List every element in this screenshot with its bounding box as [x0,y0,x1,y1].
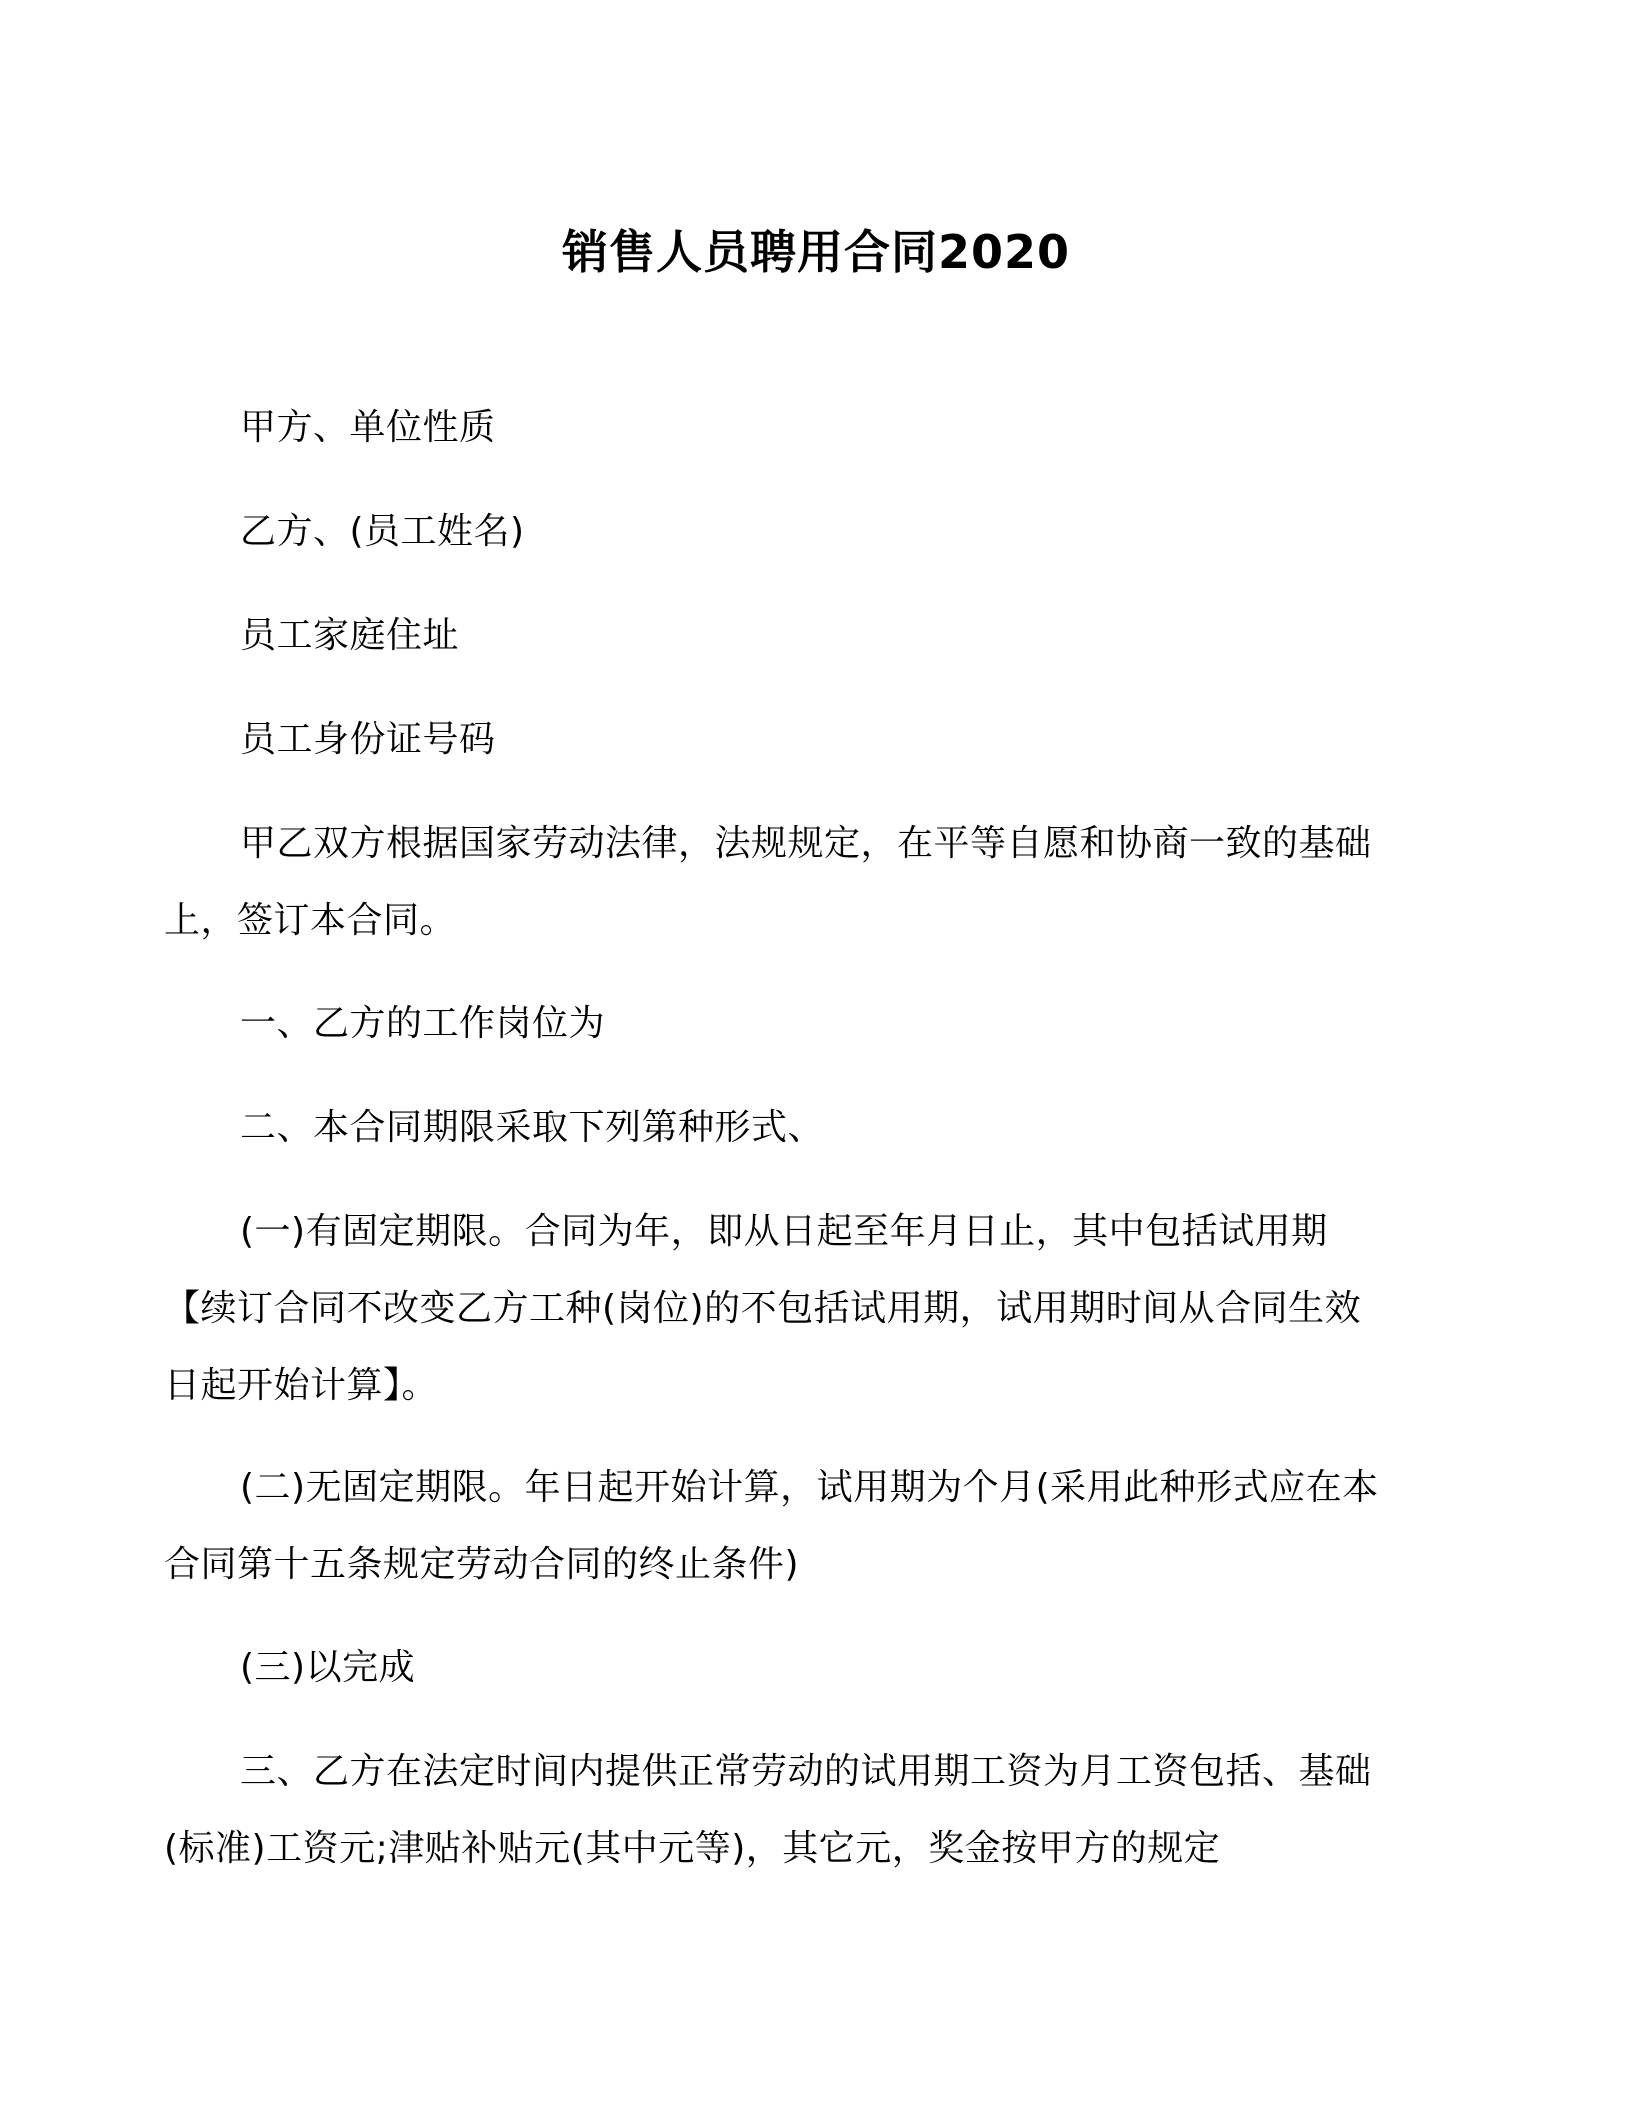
paragraph-text: (一)有固定期限。合同为年，即从日起至年月日止，其中包括试用期【续订合同不改变乙方工种(岗位)的不包括试用期，试用期时间从合同生效日起开始计算】。 [164,1211,1362,1406]
paragraph-clause-2-1 [164,1193,1388,1424]
paragraph-text: 二、本合同期限采取下列第种形式、 [240,1107,825,1148]
paragraph-text: (三)以完成 [240,1647,416,1688]
paragraph-preamble [164,805,1388,959]
paragraph-clause-1 [240,985,1388,1062]
paragraph-party-a [240,389,1388,466]
paragraph-text: (二)无固定期限。年日起开始计算，试用期为个月(采用此种形式应在本合同第十五条规定劳动合同的终止条件) [164,1467,1379,1585]
paragraph-text: 一、乙方的工作岗位为 [240,1003,606,1044]
paragraph-home-address [240,597,1388,674]
paragraph-text: 乙方、(员工姓名) [240,511,525,552]
document-title: 销售人员聘用合同2020 [561,225,1071,279]
paragraph-id-number [240,701,1388,778]
paragraph-clause-2-2 [164,1449,1388,1603]
paragraph-text: 甲方、单位性质 [240,407,496,448]
paragraph-clause-2 [240,1089,1388,1166]
paragraph-clause-3 [164,1733,1388,1887]
paragraph-party-b [240,493,1388,570]
paragraph-text: 员工家庭住址 [240,615,460,656]
paragraph-text: 三、乙方在法定时间内提供正常劳动的试用期工资为月工资包括、基础(标准)工资元;津贴补贴元(其中元等)，其它元，奖金按甲方的规定 [164,1751,1372,1869]
paragraph-clause-2-3 [240,1629,1388,1706]
paragraph-text: 甲乙双方根据国家劳动法律，法规规定，在平等自愿和协商一致的基础上，签订本合同。 [164,823,1372,941]
paragraph-text: 员工身份证号码 [240,719,496,760]
